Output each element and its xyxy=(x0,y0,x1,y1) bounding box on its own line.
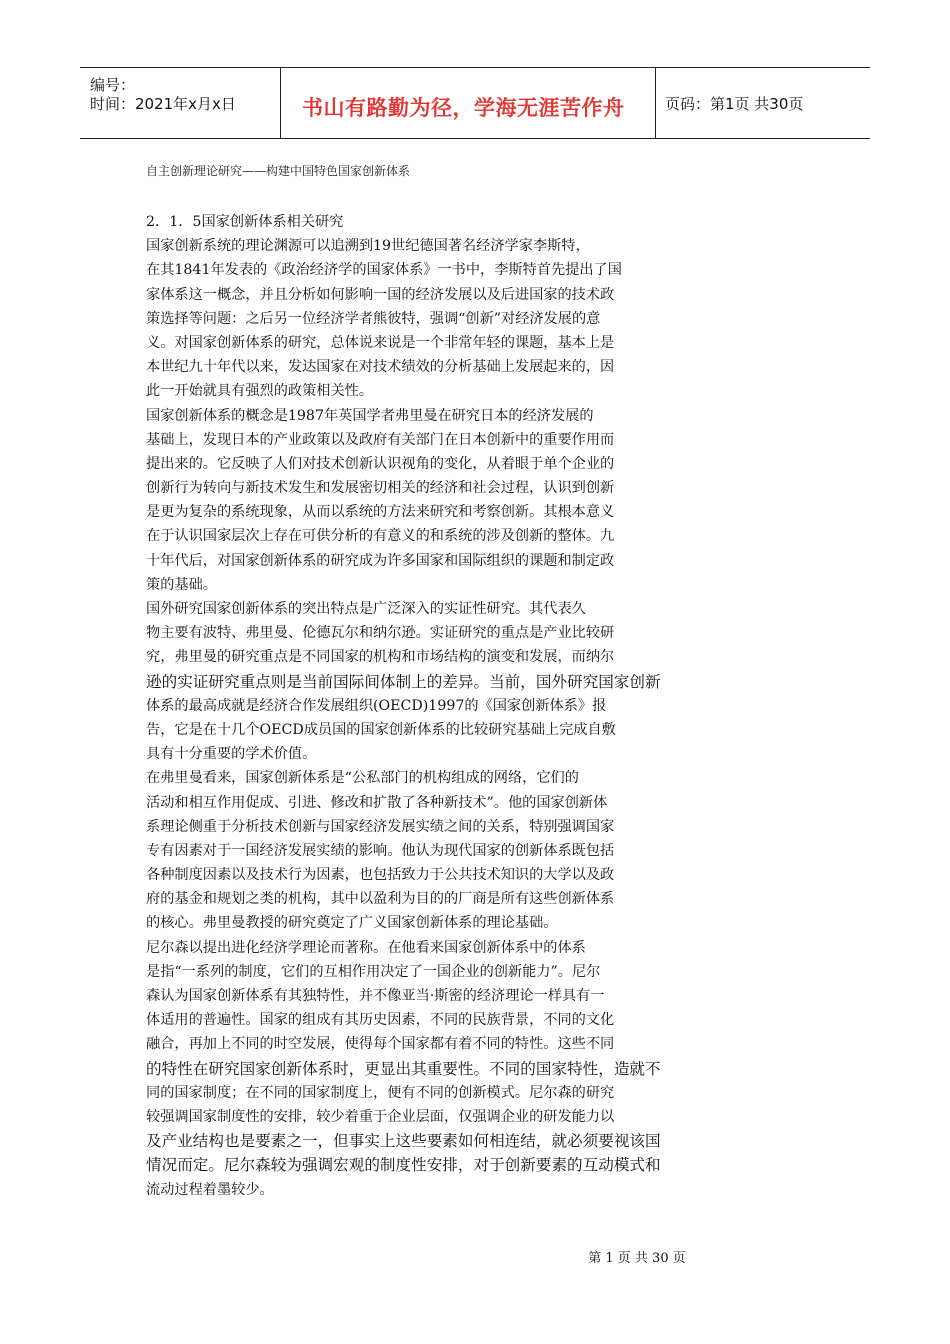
body-line: 活动和相互作用促成、引进、修改和扩散了各种新技术”。他的国家创新体 xyxy=(146,794,608,811)
body-line: 策选择等问题：之后另一位经济学者熊彼特，强调“创新”对经济发展的意 xyxy=(146,310,601,327)
body-line: 森认为国家创新体系有其独特性，并不像亚当·斯密的经济理论一样具有一 xyxy=(146,988,605,1004)
body-line: 提出来的。它反映了人们对技术创新认识视角的变化，从着眼于单个企业的 xyxy=(146,455,615,472)
body-line: 情况而定。尼尔森较为强调宏观的制度性安排，对于创新要素的互动模式和 xyxy=(146,1156,661,1175)
body-line: 2．1．5国家创新体系相关研究 xyxy=(146,214,344,230)
body-line: 此一开始就具有强烈的政策相关性。 xyxy=(146,383,374,400)
body-line: 的核心。弗里曼教授的研究奠定了广义国家创新体系的理论基础。 xyxy=(146,915,558,932)
body-line: 府的基金和规划之类的机构，其中以盈利为目的的厂商是所有这些创新体系 xyxy=(146,891,615,908)
body-line: 创新行为转向与新技术发生和发展密切相关的经济和社会过程，认识到创新 xyxy=(146,480,615,497)
body-line: 同的国家制度；在不同的国家制度上，便有不同的创新模式。尼尔森的研究 xyxy=(146,1084,615,1101)
body-line: 融合，再加上不同的时空发展，使得每个国家都有着不同的特性。这些不同 xyxy=(146,1036,615,1053)
body-line: 物主要有波特、弗里曼、伦德瓦尔和纳尔逊。实证研究的重点是产业比较研 xyxy=(146,625,615,642)
body-line: 各种制度因素以及技术行为因素，也包括致力于公共技术知识的大学以及政 xyxy=(146,867,615,884)
body-line: 体适用的普遍性。国家的组成有其历史因素，不同的民族背景，不同的文化 xyxy=(146,1012,615,1029)
footer-page-number: 第 1 页 共 30 页 xyxy=(588,1251,686,1266)
body-line: 十年代后，对国家创新体系的研究成为许多国家和国际组织的课题和制定政 xyxy=(146,552,615,569)
body-line: 系理论侧重于分析技术创新与国家经济发展实绩之间的关系，特别强调国家 xyxy=(146,818,615,835)
header-page-info: 页码：第1页 共30页 xyxy=(665,95,804,113)
body-line: 国外研究国家创新体系的突出特点是广泛深入的实证性研究。其代表久 xyxy=(146,601,586,617)
page-header xyxy=(80,67,870,139)
body-line: 在其1841年发表的《政治经济学的国家体系》一书中，李斯特首先提出了国 xyxy=(146,262,622,279)
body-line: 究，弗里曼的研究重点是不同国家的机构和市场结构的演变和发展，而纳尔 xyxy=(146,649,615,666)
header-page-cell xyxy=(655,68,870,138)
body-line: 流动过程着墨较少。 xyxy=(146,1181,274,1198)
body-line: 较强调国家制度性的安排，较少着重于企业层面，仅强调企业的研发能力以 xyxy=(146,1108,615,1125)
document-date-label: 时间：2021年x月x日 xyxy=(90,95,236,113)
body-line: 是更为复杂的系统现象，从而以系统的方法来研究和考察创新。其根本意义 xyxy=(146,504,615,521)
body-line: 具有十分重要的学术价值。 xyxy=(146,746,317,763)
body-line: 是指“一系列的制度，它们的互相作用决定了一国企业的创新能力”。尼尔 xyxy=(146,963,601,980)
body-line: 逊的实证研究重点则是当前国际间体制上的差异。当前，国外研究国家创新 xyxy=(146,672,661,691)
body-line: 基础上，发现日本的产业政策以及政府有关部门在日本创新中的重要作用而 xyxy=(146,431,615,448)
body-line: 在于认识国家层次上存在可供分析的有意义的和系统的涉及创新的整体。九 xyxy=(146,528,615,545)
body-line: 的特性在研究国家创新体系时，更显出其重要性。不同的国家特性，造就不 xyxy=(146,1059,661,1078)
body-line: 尼尔森以提出进化经济学理论而著称。在他看来国家创新体系中的体系 xyxy=(146,939,586,956)
body-line: 体系的最高成就是经济合作发展组织(OECD)1997的《国家创新体系》报 xyxy=(146,697,607,714)
header-meta-cell xyxy=(80,68,281,138)
body-line: 专有因素对于一国经济发展实绩的影响。他认为现代国家的创新体系既包括 xyxy=(146,842,615,859)
document-body xyxy=(146,210,746,1202)
page-footer xyxy=(0,1247,950,1266)
body-line: 国家创新系统的理论渊源可以追溯到19世纪德国著名经济学家李斯特， xyxy=(146,238,590,255)
body-line: 本世纪九十年代以来，发达国家在对技术绩效的分析基础上发展起来的，因 xyxy=(146,359,615,376)
body-line: 国家创新体系的概念是1987年英国学者弗里曼在研究日本的经济发展的 xyxy=(146,407,594,424)
header-motto-cell xyxy=(280,68,656,138)
body-line: 家体系这一概念，并且分析如何影响一国的经济发展以及后进国家的技术政 xyxy=(146,286,615,303)
body-line: 告，它是在十几个OECD成员国的国家创新体系的比较研究基础上完成自敷 xyxy=(146,721,616,738)
body-line: 及产业结构也是要素之一，但事实上这些要素如何相连结，就必须要视该国 xyxy=(146,1132,661,1151)
body-line: 策的基础。 xyxy=(146,576,217,593)
document-subtitle: 自主创新理论研究——构建中国特色国家创新体系 xyxy=(146,164,411,178)
body-line: 在弗里曼看来，国家创新体系是“公私部门的机构组成的网络，它们的 xyxy=(146,770,579,787)
body-line: 义。对国家创新体系的研究，总体说来说是一个非常年轻的课题，基本上是 xyxy=(146,334,615,351)
document-number-label: 编号： xyxy=(90,76,136,94)
header-motto: 书山有路勤为径，学海无涯苦作舟 xyxy=(302,96,625,120)
